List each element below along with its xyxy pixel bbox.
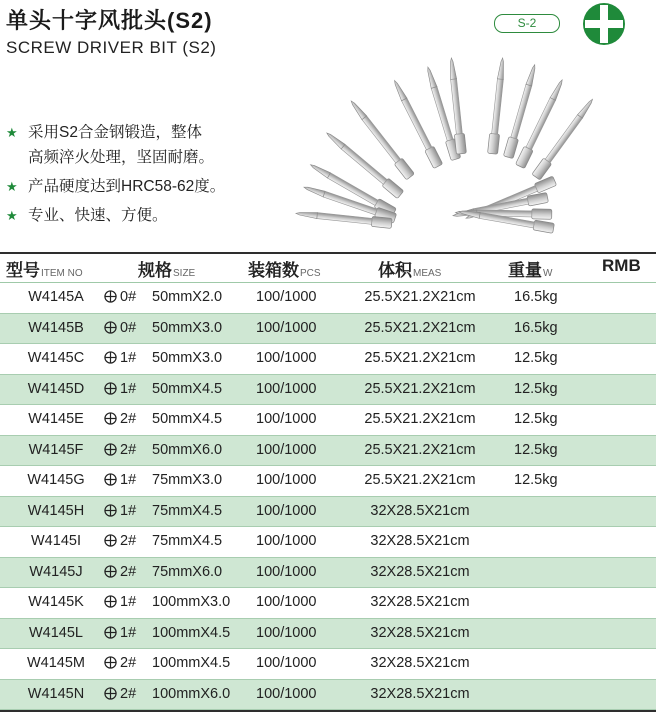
tip-size: 1# [120, 624, 137, 641]
cell-size: 50mmX2.0 [152, 289, 223, 305]
phillips-tip-icon [104, 321, 117, 334]
cell-size: 100mmX3.0 [152, 594, 231, 610]
phillips-tip-icon [104, 443, 117, 456]
feature-text: 专业、快速、方便。 [28, 207, 168, 224]
cell-meas: 25.5X21.2X21cm [364, 289, 476, 305]
cell-tip [104, 375, 136, 405]
table-row [0, 436, 656, 467]
header-rmb: RMB [602, 256, 641, 275]
feature-item [6, 172, 225, 201]
star-icon: ★ [6, 125, 18, 140]
cell-pack: 100/1000 [256, 441, 317, 458]
cell-weight: 12.5kg [514, 411, 558, 427]
tip-size: 2# [120, 411, 137, 427]
cell-tip [104, 680, 136, 710]
phillips-tip-icon [104, 595, 117, 608]
tip-size: 1# [120, 594, 137, 610]
cell-weight: 12.5kg [514, 380, 558, 397]
cell-model: W4145L [28, 624, 83, 641]
cell-pack: 100/1000 [256, 350, 317, 366]
cell-pack: 100/1000 [256, 624, 317, 641]
page-subtitle: SCREW DRIVER BIT (S2) [6, 38, 217, 57]
screwdriver-bit-icon [324, 129, 404, 199]
cell-tip [104, 649, 136, 679]
cell-size: 50mmX3.0 [152, 350, 223, 366]
cell-meas: 32X28.5X21cm [370, 655, 470, 671]
feature-item [6, 201, 225, 230]
cell-pack: 100/1000 [256, 533, 317, 549]
tip-size: 0# [120, 319, 137, 336]
feature-text: 高频淬火处理，坚固耐磨。 [28, 149, 215, 166]
table-row [0, 375, 656, 406]
cell-meas: 32X28.5X21cm [370, 624, 470, 641]
cell-tip [104, 314, 136, 344]
cell-weight: 12.5kg [514, 441, 558, 458]
cell-tip [104, 283, 136, 313]
table-row [0, 619, 656, 650]
cell-tip [104, 558, 136, 588]
cell-tip [104, 436, 136, 466]
feature-text: 采用S2合金钢锻造，整体 [28, 124, 202, 141]
cell-meas: 25.5X21.2X21cm [364, 441, 476, 458]
cell-meas: 32X28.5X21cm [370, 502, 470, 519]
cell-model: W4145E [28, 411, 84, 427]
cell-meas: 25.5X21.2X21cm [364, 380, 476, 397]
table-row [0, 527, 656, 558]
header-item-no: 型号ITEM NO [6, 261, 83, 280]
cell-pack: 100/1000 [256, 655, 317, 671]
cell-pack: 100/1000 [256, 380, 317, 397]
tip-size: 2# [120, 441, 137, 458]
table-row [0, 680, 656, 711]
cell-tip [104, 497, 136, 527]
s2-badge: S-2 [494, 14, 560, 33]
cell-meas: 25.5X21.2X21cm [364, 472, 476, 488]
phillips-tip-icon [104, 534, 117, 547]
screwdriver-bits-illustration [282, 36, 656, 242]
table-row [0, 497, 656, 528]
cell-meas: 25.5X21.2X21cm [364, 411, 476, 427]
feature-list [6, 118, 225, 230]
tip-size: 1# [120, 350, 137, 366]
tip-size: 1# [120, 502, 137, 519]
cell-size: 100mmX4.5 [152, 655, 231, 671]
cell-size: 50mmX4.5 [152, 411, 223, 427]
phillips-tip-icon [104, 656, 117, 669]
phillips-tip-icon [104, 290, 117, 303]
cell-model: W4145F [28, 441, 84, 458]
cell-weight: 12.5kg [514, 350, 558, 366]
cell-pack: 100/1000 [256, 472, 317, 488]
star-icon: ★ [6, 208, 18, 223]
table-row [0, 283, 656, 314]
cell-model: W4145H [27, 502, 85, 519]
cell-size: 75mmX4.5 [152, 533, 223, 549]
cell-weight: 16.5kg [514, 289, 558, 305]
cell-meas: 32X28.5X21cm [370, 685, 470, 702]
cell-meas: 32X28.5X21cm [370, 563, 470, 580]
cell-model: W4145K [28, 594, 84, 610]
cell-model: W4145M [26, 655, 86, 671]
star-icon: ★ [6, 179, 18, 194]
cell-size: 100mmX6.0 [152, 685, 231, 702]
screwdriver-bit-icon [515, 78, 566, 169]
tip-size: 2# [120, 533, 137, 549]
cell-tip [104, 466, 136, 496]
cell-model: W4145G [27, 472, 85, 488]
spec-table [0, 252, 656, 712]
phillips-tip-icon [104, 565, 117, 578]
cell-model: W4145I [31, 533, 81, 549]
table-row [0, 588, 656, 619]
table-row [0, 344, 656, 375]
cell-tip [104, 344, 136, 374]
header-pcs: 装箱数PCS [248, 261, 321, 280]
tip-size: 2# [120, 563, 137, 580]
phillips-tip-icon [104, 382, 117, 395]
tip-size: 1# [120, 472, 137, 488]
cell-pack: 100/1000 [256, 502, 317, 519]
header-weight: 重量W [508, 261, 553, 280]
cell-size: 50mmX6.0 [152, 441, 223, 458]
phillips-tip-icon [104, 687, 117, 700]
cell-tip [104, 588, 136, 618]
header-size: 规格SIZE [138, 261, 196, 280]
tip-size: 1# [120, 380, 137, 397]
cell-meas: 25.5X21.2X21cm [364, 350, 476, 366]
cell-model: W4145B [28, 319, 84, 336]
cell-size: 75mmX3.0 [152, 472, 223, 488]
cell-weight: 16.5kg [514, 319, 558, 336]
screwdriver-bit-icon [532, 96, 597, 180]
cell-tip [104, 619, 136, 649]
cell-model: W4145C [27, 350, 85, 366]
cell-pack: 100/1000 [256, 563, 317, 580]
tip-size: 2# [120, 655, 137, 671]
cell-size: 50mmX3.0 [152, 319, 223, 336]
cell-model: W4145A [28, 289, 84, 305]
cell-pack: 100/1000 [256, 685, 317, 702]
header-meas: 体积MEAS [378, 261, 442, 280]
cell-size: 75mmX6.0 [152, 563, 223, 580]
table-row [0, 405, 656, 436]
table-row [0, 558, 656, 589]
table-header [0, 252, 656, 282]
screwdriver-bit-icon [308, 160, 396, 217]
tip-size: 2# [120, 685, 137, 702]
cell-tip [104, 527, 136, 557]
phillips-tip-icon [104, 473, 117, 486]
table-row [0, 314, 656, 345]
cell-meas: 32X28.5X21cm [370, 533, 470, 549]
table-row [0, 466, 656, 497]
cell-model: W4145N [27, 685, 85, 702]
cell-pack: 100/1000 [256, 411, 317, 427]
cell-weight: 12.5kg [514, 472, 558, 488]
table-body [0, 282, 656, 710]
page-title: 单头十字风批头(S2) [6, 8, 213, 33]
cell-size: 100mmX4.5 [152, 624, 231, 641]
phillips-tip-icon [104, 412, 117, 425]
phillips-tip-icon [104, 626, 117, 639]
table-row [0, 649, 656, 680]
cell-model: W4145J [29, 563, 83, 580]
cell-pack: 100/1000 [256, 319, 317, 336]
tip-size: 0# [120, 289, 137, 305]
phillips-tip-icon [104, 504, 117, 517]
cell-pack: 100/1000 [256, 594, 317, 610]
cell-model: W4145D [27, 380, 85, 397]
phillips-tip-icon [104, 351, 117, 364]
cell-meas: 32X28.5X21cm [370, 594, 470, 610]
cell-meas: 25.5X21.2X21cm [364, 319, 476, 336]
cell-size: 50mmX4.5 [152, 380, 223, 397]
cell-size: 75mmX4.5 [152, 502, 223, 519]
feature-text: 产品硬度达到HRC58-62度。 [28, 178, 226, 195]
screwdriver-bit-icon [347, 98, 414, 180]
feature-item-continuation [6, 143, 225, 172]
cell-tip [104, 405, 136, 435]
cell-pack: 100/1000 [256, 289, 317, 305]
screwdriver-bit-icon [488, 57, 508, 154]
